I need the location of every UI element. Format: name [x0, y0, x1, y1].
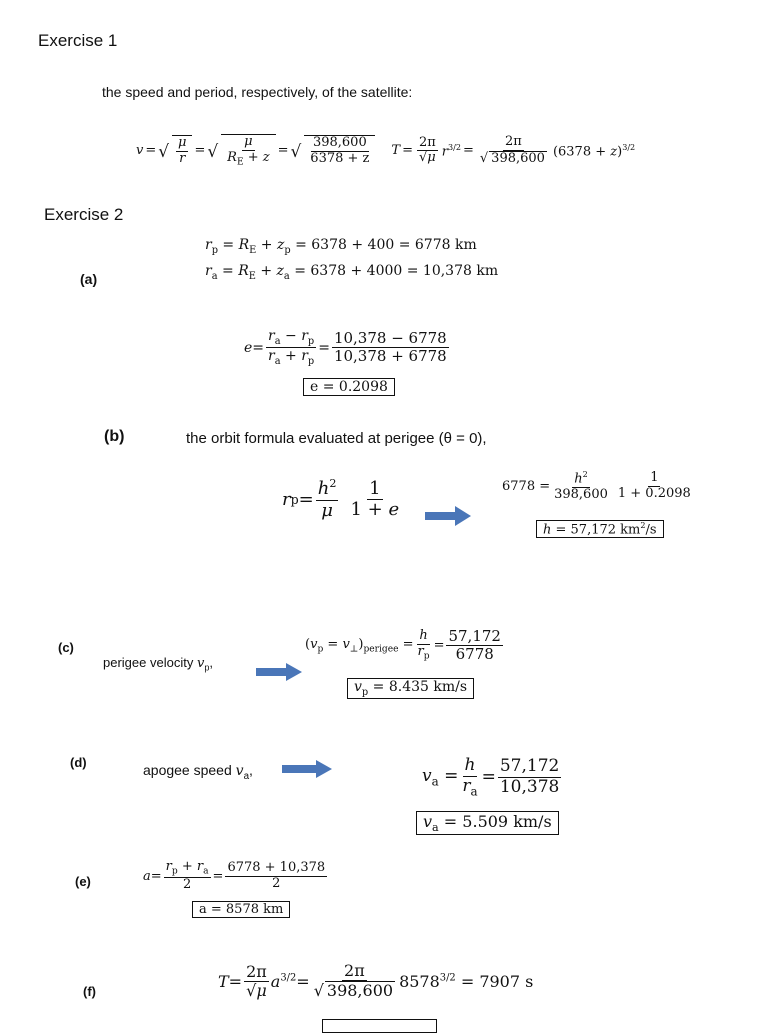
f-two-pi: 2π	[246, 961, 267, 981]
e-den: 10,378 + 6778	[333, 347, 447, 366]
semi-major-axis-formula: a = $\frac{r_p + r_a}{2}$ = $\frac{6778 + 10,378}{2}$	[143, 859, 326, 893]
c-num: 57,172	[448, 627, 501, 645]
perigee-radius-line: $r_p = R_E + z_p = 6378 + 400 = 6778$ km	[205, 237, 477, 256]
d-num: 57,172	[499, 756, 560, 777]
speed-period-formula: v = √ $\frac{\mu}{r}$ = √ $\frac{\mu}{R_E + z}$ = √ $\frac{398,600}{6378 + z}$ T = $\frac{2\pi}{√\mu}$ $r^{3/2}$ = $\frac{2\pi}{√ 398,600}$ $(6378 + z)^{3/2}$	[136, 134, 636, 168]
arrow-right-icon	[282, 760, 332, 778]
e-num: 10,378 − 6778	[333, 328, 447, 347]
period-formula: T = $\frac{2\pi}{√\mu}$ $a^{3/2}$ = $\frac{2\pi}{√ 398,600}$ $8578^{3/2} = 7907$ s	[218, 961, 534, 1001]
semi-major-axis-result-text: a = 8578 km	[192, 901, 290, 918]
v-den: 6378 + z	[310, 150, 370, 166]
e-den1: 2	[182, 877, 192, 893]
semi-major-axis-result	[192, 901, 290, 918]
apogee-speed-formula: $v_a$ = $\frac{h}{r_a}$ = $\frac{57,172}{10,378}$	[422, 755, 560, 798]
part-a-label: (a)	[80, 271, 98, 287]
arrow-right-icon	[425, 506, 471, 526]
exercise-1-heading: Exercise 1	[38, 31, 118, 50]
b-rhs-den2: 1 + 0.2098	[617, 486, 691, 502]
part-d-text: apogee speed $v_a$,	[143, 762, 253, 782]
b-rhs-one: 1	[650, 470, 659, 486]
part-b-text: the orbit formula evaluated at perigee (θ = 0),	[186, 430, 487, 447]
eccentricity-result-text: e = 0.2098	[303, 378, 395, 396]
arrow-right-icon	[256, 663, 302, 681]
part-d-label: (d)	[70, 755, 87, 770]
eccentricity-formula: e = $\frac{r_a - r_p}{r_a + r_p}$ = $\frac{10,378 - 6778}{10,378 + 6778}$	[244, 328, 447, 367]
part-e-label: (e)	[75, 874, 91, 889]
orbit-formula: r p = $\frac{h^2}{\mu}$ $\frac{1}{1 + e}$	[282, 477, 400, 521]
part-f-label: (f)	[83, 984, 96, 999]
v-num: 398,600	[312, 135, 367, 151]
part-c-label: (c)	[58, 640, 74, 655]
f-sqrt-val: 398,600	[326, 981, 394, 1001]
b-rhs-lhs: 6778 =	[502, 479, 551, 495]
e-num2: 6778 + 10,378	[227, 860, 326, 876]
e-den2: 2	[272, 875, 281, 891]
apogee-speed-result: $v_a = 5.509$ km/s	[416, 811, 559, 835]
perigee-velocity-formula: $(v_p = v_\perp)_{perigee}$ = $\frac{h}{r_p}$ = $\frac{57,172}{6778}$	[305, 627, 501, 664]
c-den: 6778	[455, 645, 494, 664]
T-sqrt-val: 398,600	[491, 150, 545, 166]
b-rhs-den: 398,600	[554, 487, 608, 503]
part-b-label: (b)	[104, 428, 125, 445]
exercise-2-heading: Exercise 2	[44, 205, 124, 224]
part-c-text: perigee velocity $v_p$,	[103, 655, 213, 673]
eccentricity-result	[303, 378, 395, 396]
d-den: 10,378	[499, 776, 560, 797]
perigee-substitution: 6778 = $\frac{h^2}{398,600}$ $\frac{1}{1 + 0.2098}$	[502, 470, 691, 503]
period-result-box	[322, 1019, 437, 1033]
perigee-velocity-result: $v_p = 8.435$ km/s	[347, 678, 474, 699]
T-two-pi: 2π	[418, 134, 436, 150]
apogee-radius-line: $r_a = R_E + z_a = 6378 + 4000 = 10,378$ km	[205, 263, 499, 282]
angular-momentum-result: h = 57,172 $km^2/s$	[536, 520, 664, 538]
exercise-1-intro: the speed and period, respectively, of the satellite:	[102, 84, 413, 100]
